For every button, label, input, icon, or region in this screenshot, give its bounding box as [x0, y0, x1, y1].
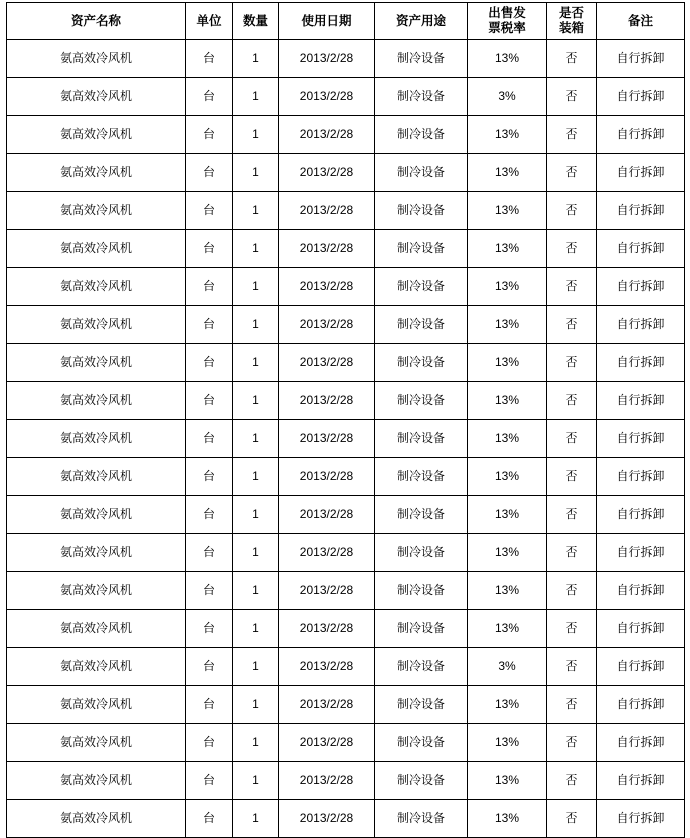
cell-tax-rate: 13%	[468, 534, 547, 572]
cell-tax-rate: 13%	[468, 40, 547, 78]
cell-quantity: 1	[233, 534, 279, 572]
table-row	[7, 648, 685, 686]
cell-boxed: 否	[547, 40, 597, 78]
table-row	[7, 496, 685, 534]
cell-remark: 自行拆卸	[597, 572, 685, 610]
table-header-row	[7, 3, 685, 40]
cell-quantity: 1	[233, 78, 279, 116]
cell-boxed: 否	[547, 458, 597, 496]
cell-date: 2013/2/28	[279, 800, 375, 838]
cell-asset-name: 氨高效冷风机	[7, 686, 186, 724]
cell-date: 2013/2/28	[279, 572, 375, 610]
cell-tax-rate: 13%	[468, 686, 547, 724]
cell-unit: 台	[186, 154, 233, 192]
cell-remark: 自行拆卸	[597, 268, 685, 306]
cell-unit: 台	[186, 268, 233, 306]
cell-date: 2013/2/28	[279, 268, 375, 306]
cell-usage: 制冷设备	[375, 268, 468, 306]
table-row	[7, 762, 685, 800]
cell-quantity: 1	[233, 382, 279, 420]
cell-asset-name: 氨高效冷风机	[7, 192, 186, 230]
cell-remark: 自行拆卸	[597, 344, 685, 382]
cell-quantity: 1	[233, 648, 279, 686]
cell-quantity: 1	[233, 724, 279, 762]
cell-date: 2013/2/28	[279, 610, 375, 648]
table-row	[7, 420, 685, 458]
cell-boxed: 否	[547, 572, 597, 610]
cell-quantity: 1	[233, 800, 279, 838]
cell-boxed: 否	[547, 648, 597, 686]
cell-unit: 台	[186, 534, 233, 572]
cell-usage: 制冷设备	[375, 306, 468, 344]
table-row	[7, 572, 685, 610]
cell-quantity: 1	[233, 458, 279, 496]
cell-usage: 制冷设备	[375, 496, 468, 534]
cell-quantity: 1	[233, 496, 279, 534]
cell-asset-name: 氨高效冷风机	[7, 154, 186, 192]
cell-remark: 自行拆卸	[597, 420, 685, 458]
cell-remark: 自行拆卸	[597, 724, 685, 762]
cell-quantity: 1	[233, 230, 279, 268]
cell-unit: 台	[186, 230, 233, 268]
cell-usage: 制冷设备	[375, 458, 468, 496]
cell-date: 2013/2/28	[279, 306, 375, 344]
cell-date: 2013/2/28	[279, 154, 375, 192]
cell-date: 2013/2/28	[279, 192, 375, 230]
cell-quantity: 1	[233, 116, 279, 154]
cell-unit: 台	[186, 116, 233, 154]
cell-unit: 台	[186, 40, 233, 78]
cell-quantity: 1	[233, 154, 279, 192]
column-header-boxed	[547, 3, 597, 40]
cell-boxed: 否	[547, 610, 597, 648]
column-header-quantity: 数量	[233, 3, 279, 40]
cell-tax-rate: 13%	[468, 762, 547, 800]
cell-boxed: 否	[547, 116, 597, 154]
asset-table	[6, 2, 685, 838]
cell-unit: 台	[186, 724, 233, 762]
cell-boxed: 否	[547, 306, 597, 344]
cell-boxed: 否	[547, 344, 597, 382]
cell-asset-name: 氨高效冷风机	[7, 534, 186, 572]
cell-quantity: 1	[233, 192, 279, 230]
table-row	[7, 686, 685, 724]
column-header-name: 资产名称	[7, 3, 186, 40]
cell-remark: 自行拆卸	[597, 154, 685, 192]
table-row	[7, 344, 685, 382]
cell-usage: 制冷设备	[375, 648, 468, 686]
cell-tax-rate: 3%	[468, 78, 547, 116]
column-header-unit: 单位	[186, 3, 233, 40]
cell-usage: 制冷设备	[375, 610, 468, 648]
cell-boxed: 否	[547, 762, 597, 800]
asset-list-sheet	[0, 2, 690, 838]
cell-unit: 台	[186, 686, 233, 724]
cell-asset-name: 氨高效冷风机	[7, 648, 186, 686]
cell-quantity: 1	[233, 344, 279, 382]
cell-usage: 制冷设备	[375, 420, 468, 458]
cell-date: 2013/2/28	[279, 78, 375, 116]
column-header-date: 使用日期	[279, 3, 375, 40]
cell-asset-name: 氨高效冷风机	[7, 230, 186, 268]
cell-quantity: 1	[233, 610, 279, 648]
cell-asset-name: 氨高效冷风机	[7, 496, 186, 534]
cell-date: 2013/2/28	[279, 724, 375, 762]
table-row	[7, 154, 685, 192]
cell-asset-name: 氨高效冷风机	[7, 800, 186, 838]
cell-asset-name: 氨高效冷风机	[7, 610, 186, 648]
cell-asset-name: 氨高效冷风机	[7, 458, 186, 496]
cell-tax-rate: 13%	[468, 268, 547, 306]
table-row	[7, 458, 685, 496]
cell-quantity: 1	[233, 762, 279, 800]
cell-date: 2013/2/28	[279, 116, 375, 154]
cell-date: 2013/2/28	[279, 496, 375, 534]
cell-unit: 台	[186, 78, 233, 116]
cell-tax-rate: 13%	[468, 724, 547, 762]
cell-boxed: 否	[547, 268, 597, 306]
table-row	[7, 268, 685, 306]
cell-boxed: 否	[547, 154, 597, 192]
cell-usage: 制冷设备	[375, 382, 468, 420]
table-row	[7, 230, 685, 268]
cell-usage: 制冷设备	[375, 344, 468, 382]
column-header-tax-rate-line1: 出售发	[488, 6, 526, 20]
cell-asset-name: 氨高效冷风机	[7, 762, 186, 800]
cell-asset-name: 氨高效冷风机	[7, 268, 186, 306]
cell-remark: 自行拆卸	[597, 40, 685, 78]
cell-tax-rate: 13%	[468, 458, 547, 496]
cell-usage: 制冷设备	[375, 686, 468, 724]
cell-asset-name: 氨高效冷风机	[7, 382, 186, 420]
table-row	[7, 610, 685, 648]
cell-asset-name: 氨高效冷风机	[7, 420, 186, 458]
column-header-usage: 资产用途	[375, 3, 468, 40]
cell-unit: 台	[186, 420, 233, 458]
cell-asset-name: 氨高效冷风机	[7, 724, 186, 762]
cell-asset-name: 氨高效冷风机	[7, 306, 186, 344]
cell-remark: 自行拆卸	[597, 496, 685, 534]
column-header-boxed-line2: 装箱	[558, 21, 584, 35]
cell-quantity: 1	[233, 40, 279, 78]
column-header-tax-rate-line2: 票税率	[488, 21, 526, 35]
table-header	[7, 3, 685, 40]
cell-tax-rate: 13%	[468, 344, 547, 382]
cell-quantity: 1	[233, 268, 279, 306]
cell-tax-rate: 13%	[468, 192, 547, 230]
table-row	[7, 382, 685, 420]
cell-asset-name: 氨高效冷风机	[7, 344, 186, 382]
cell-unit: 台	[186, 800, 233, 838]
cell-unit: 台	[186, 762, 233, 800]
cell-asset-name: 氨高效冷风机	[7, 572, 186, 610]
cell-tax-rate: 13%	[468, 154, 547, 192]
cell-unit: 台	[186, 306, 233, 344]
cell-remark: 自行拆卸	[597, 534, 685, 572]
cell-tax-rate: 13%	[468, 572, 547, 610]
cell-asset-name: 氨高效冷风机	[7, 40, 186, 78]
table-row	[7, 724, 685, 762]
cell-date: 2013/2/28	[279, 458, 375, 496]
table-row	[7, 800, 685, 838]
cell-quantity: 1	[233, 686, 279, 724]
cell-unit: 台	[186, 344, 233, 382]
cell-date: 2013/2/28	[279, 230, 375, 268]
cell-usage: 制冷设备	[375, 116, 468, 154]
table-row	[7, 192, 685, 230]
cell-tax-rate: 13%	[468, 420, 547, 458]
cell-tax-rate: 13%	[468, 230, 547, 268]
cell-tax-rate: 3%	[468, 648, 547, 686]
cell-remark: 自行拆卸	[597, 610, 685, 648]
cell-remark: 自行拆卸	[597, 192, 685, 230]
cell-remark: 自行拆卸	[597, 230, 685, 268]
cell-tax-rate: 13%	[468, 610, 547, 648]
cell-date: 2013/2/28	[279, 686, 375, 724]
cell-date: 2013/2/28	[279, 382, 375, 420]
cell-remark: 自行拆卸	[597, 762, 685, 800]
cell-boxed: 否	[547, 382, 597, 420]
cell-tax-rate: 13%	[468, 306, 547, 344]
cell-date: 2013/2/28	[279, 420, 375, 458]
column-header-remark: 备注	[597, 3, 685, 40]
cell-usage: 制冷设备	[375, 724, 468, 762]
cell-boxed: 否	[547, 534, 597, 572]
cell-date: 2013/2/28	[279, 762, 375, 800]
cell-usage: 制冷设备	[375, 230, 468, 268]
cell-unit: 台	[186, 648, 233, 686]
cell-usage: 制冷设备	[375, 154, 468, 192]
cell-boxed: 否	[547, 724, 597, 762]
table-row	[7, 78, 685, 116]
cell-remark: 自行拆卸	[597, 382, 685, 420]
cell-unit: 台	[186, 382, 233, 420]
cell-remark: 自行拆卸	[597, 686, 685, 724]
cell-boxed: 否	[547, 192, 597, 230]
cell-remark: 自行拆卸	[597, 648, 685, 686]
cell-usage: 制冷设备	[375, 800, 468, 838]
cell-usage: 制冷设备	[375, 78, 468, 116]
cell-unit: 台	[186, 458, 233, 496]
column-header-boxed-line1: 是否	[558, 6, 584, 20]
cell-usage: 制冷设备	[375, 762, 468, 800]
cell-unit: 台	[186, 192, 233, 230]
cell-tax-rate: 13%	[468, 116, 547, 154]
cell-boxed: 否	[547, 420, 597, 458]
table-body	[7, 40, 685, 838]
cell-tax-rate: 13%	[468, 382, 547, 420]
cell-date: 2013/2/28	[279, 534, 375, 572]
cell-date: 2013/2/28	[279, 40, 375, 78]
cell-usage: 制冷设备	[375, 192, 468, 230]
cell-usage: 制冷设备	[375, 534, 468, 572]
cell-unit: 台	[186, 610, 233, 648]
cell-asset-name: 氨高效冷风机	[7, 116, 186, 154]
cell-remark: 自行拆卸	[597, 458, 685, 496]
cell-usage: 制冷设备	[375, 572, 468, 610]
column-header-tax-rate	[468, 3, 547, 40]
cell-boxed: 否	[547, 230, 597, 268]
cell-boxed: 否	[547, 496, 597, 534]
cell-quantity: 1	[233, 306, 279, 344]
table-row	[7, 306, 685, 344]
table-row	[7, 116, 685, 154]
cell-boxed: 否	[547, 686, 597, 724]
cell-usage: 制冷设备	[375, 40, 468, 78]
table-row	[7, 534, 685, 572]
cell-remark: 自行拆卸	[597, 116, 685, 154]
cell-unit: 台	[186, 572, 233, 610]
cell-tax-rate: 13%	[468, 800, 547, 838]
cell-asset-name: 氨高效冷风机	[7, 78, 186, 116]
cell-unit: 台	[186, 496, 233, 534]
cell-date: 2013/2/28	[279, 648, 375, 686]
cell-quantity: 1	[233, 420, 279, 458]
cell-date: 2013/2/28	[279, 344, 375, 382]
cell-remark: 自行拆卸	[597, 78, 685, 116]
table-row	[7, 40, 685, 78]
cell-remark: 自行拆卸	[597, 306, 685, 344]
cell-boxed: 否	[547, 800, 597, 838]
cell-quantity: 1	[233, 572, 279, 610]
cell-remark: 自行拆卸	[597, 800, 685, 838]
cell-tax-rate: 13%	[468, 496, 547, 534]
cell-boxed: 否	[547, 78, 597, 116]
